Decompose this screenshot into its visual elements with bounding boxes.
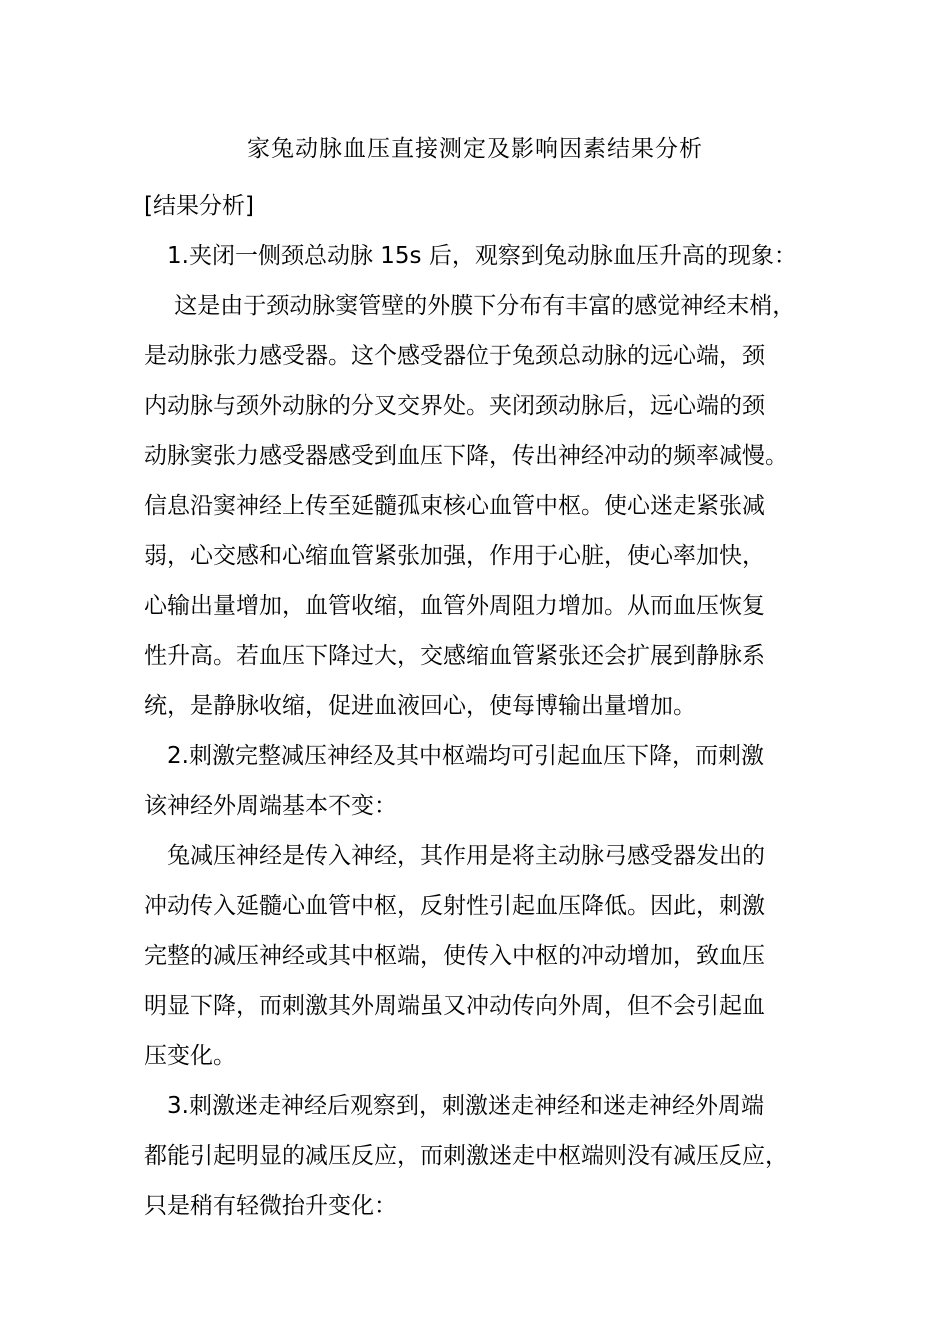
paragraph-line: 弱，心交感和心缩血管紧张加强，作用于心脏，使心率加快， — [144, 543, 765, 569]
paragraph-line: 3.刺激迷走神经后观察到，刺激迷走神经和迷走神经外周端 — [144, 1093, 764, 1119]
paragraph-line: 只是稍有轻微抬升变化： — [144, 1193, 397, 1219]
document-title: 家兔动脉血压直接测定及影响因素结果分析 — [247, 136, 703, 162]
paragraph-line: 冲动传入延髓心血管中枢，反射性引起血压降低。因此，刺激 — [144, 893, 765, 919]
paragraph-line: 动脉窦张力感受器感受到血压下降，传出神经冲动的频率减慢。 — [144, 443, 788, 469]
paragraph-line: 内动脉与颈外动脉的分叉交界处。夹闭颈动脉后，远心端的颈 — [144, 393, 765, 419]
paragraph-line: 1.夹闭一侧颈总动脉 15s 后，观察到兔动脉血压升高的现象： — [144, 243, 797, 269]
document-body — [144, 181, 824, 1231]
paragraph-line: 是动脉张力感受器。这个感受器位于兔颈总动脉的远心端，颈 — [144, 343, 765, 369]
paragraph-line: 2.刺激完整减压神经及其中枢端均可引起血压下降，而刺激 — [144, 743, 764, 769]
paragraph-line: 兔减压神经是传入神经，其作用是将主动脉弓感受器发出的 — [144, 843, 765, 869]
paragraph-line: 压变化。 — [144, 1043, 236, 1069]
paragraph-line: 性升高。若血压下降过大，交感缩血管紧张还会扩展到静脉系 — [144, 643, 765, 669]
paragraph-line: 这是由于颈动脉窦管壁的外膜下分布有丰富的感觉神经末梢， — [144, 293, 796, 319]
paragraph-line: 明显下降，而刺激其外周端虽又冲动传向外周，但不会引起血 — [144, 993, 765, 1019]
paragraph-line: 该神经外周端基本不变： — [144, 793, 397, 819]
paragraph-line: 信息沿窦神经上传至延髓孤束核心血管中枢。使心迷走紧张减 — [144, 493, 765, 519]
paragraph-line: 完整的减压神经或其中枢端，使传入中枢的冲动增加，致血压 — [144, 943, 765, 969]
paragraph-line: 心输出量增加，血管收缩，血管外周阻力增加。从而血压恢复 — [144, 593, 765, 619]
section-heading: [结果分析] — [144, 193, 254, 219]
paragraph-line: 统，是静脉收缩，促进血液回心，使每博输出量增加。 — [144, 693, 696, 719]
paragraph-line: 都能引起明显的减压反应，而刺激迷走中枢端则没有减压反应， — [144, 1143, 788, 1169]
